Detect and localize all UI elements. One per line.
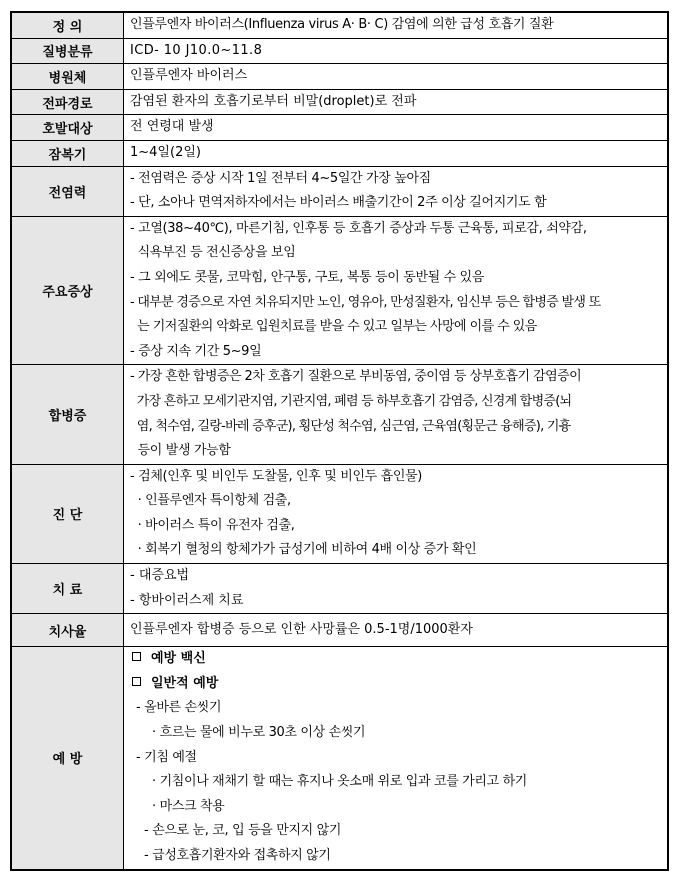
content-line: · 인플루엔자 특이항체 검출, bbox=[130, 493, 291, 509]
content-line: - 기침 예절 bbox=[136, 749, 197, 765]
row-label-definition: 정 의 bbox=[11, 12, 124, 38]
row-content-incubation bbox=[124, 140, 669, 166]
row-content-transmission bbox=[124, 89, 669, 115]
row-label-prevention: 예 방 bbox=[11, 647, 124, 870]
content-line: · 기침이나 재채기 할 때는 휴지나 옷소매 위로 입과 코를 가리고 하기 bbox=[152, 774, 528, 790]
content-line: - 그 외에도 콧물, 코막힘, 안구통, 구토, 복통 등이 동반될 수 있음 bbox=[130, 269, 485, 285]
content-line: - 단, 소아나 면역저하자에서는 바이러스 배출기간이 2주 이상 길어지기도 함 bbox=[130, 195, 547, 211]
table-row-complications bbox=[11, 365, 668, 464]
content-line: - 전염력은 증상 시작 1일 전부터 4~5일간 가장 높아짐 bbox=[130, 170, 431, 186]
prevention-heading: 일반적 예방 bbox=[130, 672, 663, 697]
row-label-incubation: 잠복기 bbox=[11, 140, 124, 166]
content-line: · 흐르는 물에 비누로 30초 이상 손씻기 bbox=[152, 725, 366, 741]
row-label-symptoms: 주요증상 bbox=[11, 216, 124, 365]
content-line: · 바이러스 특이 유전자 검출, bbox=[130, 517, 295, 533]
content-line: - 대부분 경증으로 자연 치유되지만 노인, 영유아, 만성질환자, 임신부 등은 합병증 발생 또 bbox=[130, 294, 601, 310]
row-content-diagnosis bbox=[124, 464, 669, 563]
content-line: 인플루엔자 바이러스(Influenza virus A· B· C) 감염에 의한 급성 호흡기 질환 bbox=[130, 17, 554, 32]
content-line: 인플루엔자 합병증 등으로 인한 사망률은 0.5-1명/1000환자 bbox=[130, 622, 473, 638]
content-line: - 대증요법 bbox=[130, 568, 190, 584]
content-line: - 항바이러스제 치료 bbox=[130, 592, 244, 608]
row-content-complications bbox=[124, 365, 669, 464]
row-content-pathogen bbox=[124, 64, 669, 90]
disease-info-sheet bbox=[10, 11, 669, 871]
content-line: 등이 발생 가능함 bbox=[130, 443, 231, 459]
row-content-treatment bbox=[124, 564, 669, 614]
checkbox-square-icon bbox=[132, 652, 141, 661]
table-row-definition bbox=[11, 12, 668, 38]
content-line: - 올바른 손씻기 bbox=[136, 700, 222, 716]
content-line: 1~4일(2일) bbox=[130, 144, 201, 160]
content-line: - 가장 흔한 합병증은 2차 호흡기 질환으로 부비동염, 중이염 등 상부호흡기 감염증이 bbox=[130, 369, 582, 385]
content-line: · 회복기 혈청의 항체가가 급성기에 비하여 4배 이상 증가 확인 bbox=[130, 542, 477, 558]
content-line: - 손으로 눈, 코, 입 등을 만지지 않기 bbox=[144, 823, 342, 839]
row-label-pathogen: 병원체 bbox=[11, 64, 124, 90]
table-row-prevention bbox=[11, 647, 668, 870]
table-row-pathogen bbox=[11, 64, 668, 90]
table-row-target-group bbox=[11, 115, 668, 141]
row-label-fatality-rate: 치사율 bbox=[11, 614, 124, 647]
table-row-fatality-rate bbox=[11, 614, 668, 647]
row-content-definition bbox=[124, 12, 669, 38]
table-row-transmission bbox=[11, 89, 668, 115]
table-row-incubation bbox=[11, 140, 668, 166]
table-row-classification bbox=[11, 38, 668, 64]
content-line: 감염된 환자의 호흡기로부터 비말(droplet)로 전파 bbox=[130, 93, 417, 109]
content-line: - 고열(38~40℃), 마른기침, 인후통 등 호흡기 증상과 두통 근육통, 피로감, 쇠약감, bbox=[130, 220, 587, 236]
row-label-complications: 합병증 bbox=[11, 365, 124, 464]
table-row-treatment bbox=[11, 564, 668, 614]
table-row-contagiousness bbox=[11, 166, 668, 216]
checkbox-square-icon bbox=[132, 677, 141, 686]
row-label-transmission: 전파경로 bbox=[11, 89, 124, 115]
row-content-prevention bbox=[124, 647, 669, 870]
content-line: · 마스크 착용 bbox=[152, 798, 225, 814]
row-content-contagiousness bbox=[124, 166, 669, 216]
row-label-classification: 질병분류 bbox=[11, 38, 124, 64]
content-line: 식욕부진 등 전신증상을 보임 bbox=[130, 245, 296, 261]
content-line: - 증상 지속 기간 5~9일 bbox=[130, 343, 262, 359]
row-content-target-group bbox=[124, 115, 669, 141]
content-line: 전 연령대 발생 bbox=[130, 119, 214, 135]
content-line: ICD- 10 J10.0~11.8 bbox=[130, 42, 263, 58]
row-content-fatality-rate bbox=[124, 614, 669, 647]
content-line: 염, 척수염, 길랑-바레 증후군), 횡단성 척수염, 심근염, 근육염(횡문근 융해증), 기흉 bbox=[130, 418, 571, 434]
row-content-symptoms bbox=[124, 216, 669, 365]
content-line: 가장 흔하고 모세기관지염, 기관지염, 폐렴 등 하부호흡기 감염증, 신경계 합병증(뇌 bbox=[130, 393, 572, 409]
table-row-symptoms bbox=[11, 216, 668, 365]
content-line: - 급성호흡기환자와 접촉하지 않기 bbox=[144, 848, 331, 863]
row-label-target-group: 호발대상 bbox=[11, 115, 124, 141]
content-line: 는 기저질환의 악화로 입원치료를 받을 수 있고 일부는 사망에 이를 수 있음 bbox=[130, 319, 537, 335]
prevention-heading: 예방 백신 bbox=[130, 647, 663, 672]
row-label-treatment: 치 료 bbox=[11, 564, 124, 614]
row-content-classification bbox=[124, 38, 669, 64]
influenza-info-table bbox=[10, 11, 669, 871]
row-label-diagnosis: 진 단 bbox=[11, 464, 124, 563]
table-row-diagnosis bbox=[11, 464, 668, 563]
content-line: 인플루엔자 바이러스 bbox=[130, 68, 248, 84]
content-line: - 검체(인후 및 비인두 도찰물, 인후 및 비인두 흡인물) bbox=[130, 468, 422, 484]
row-label-contagiousness: 전염력 bbox=[11, 166, 124, 216]
